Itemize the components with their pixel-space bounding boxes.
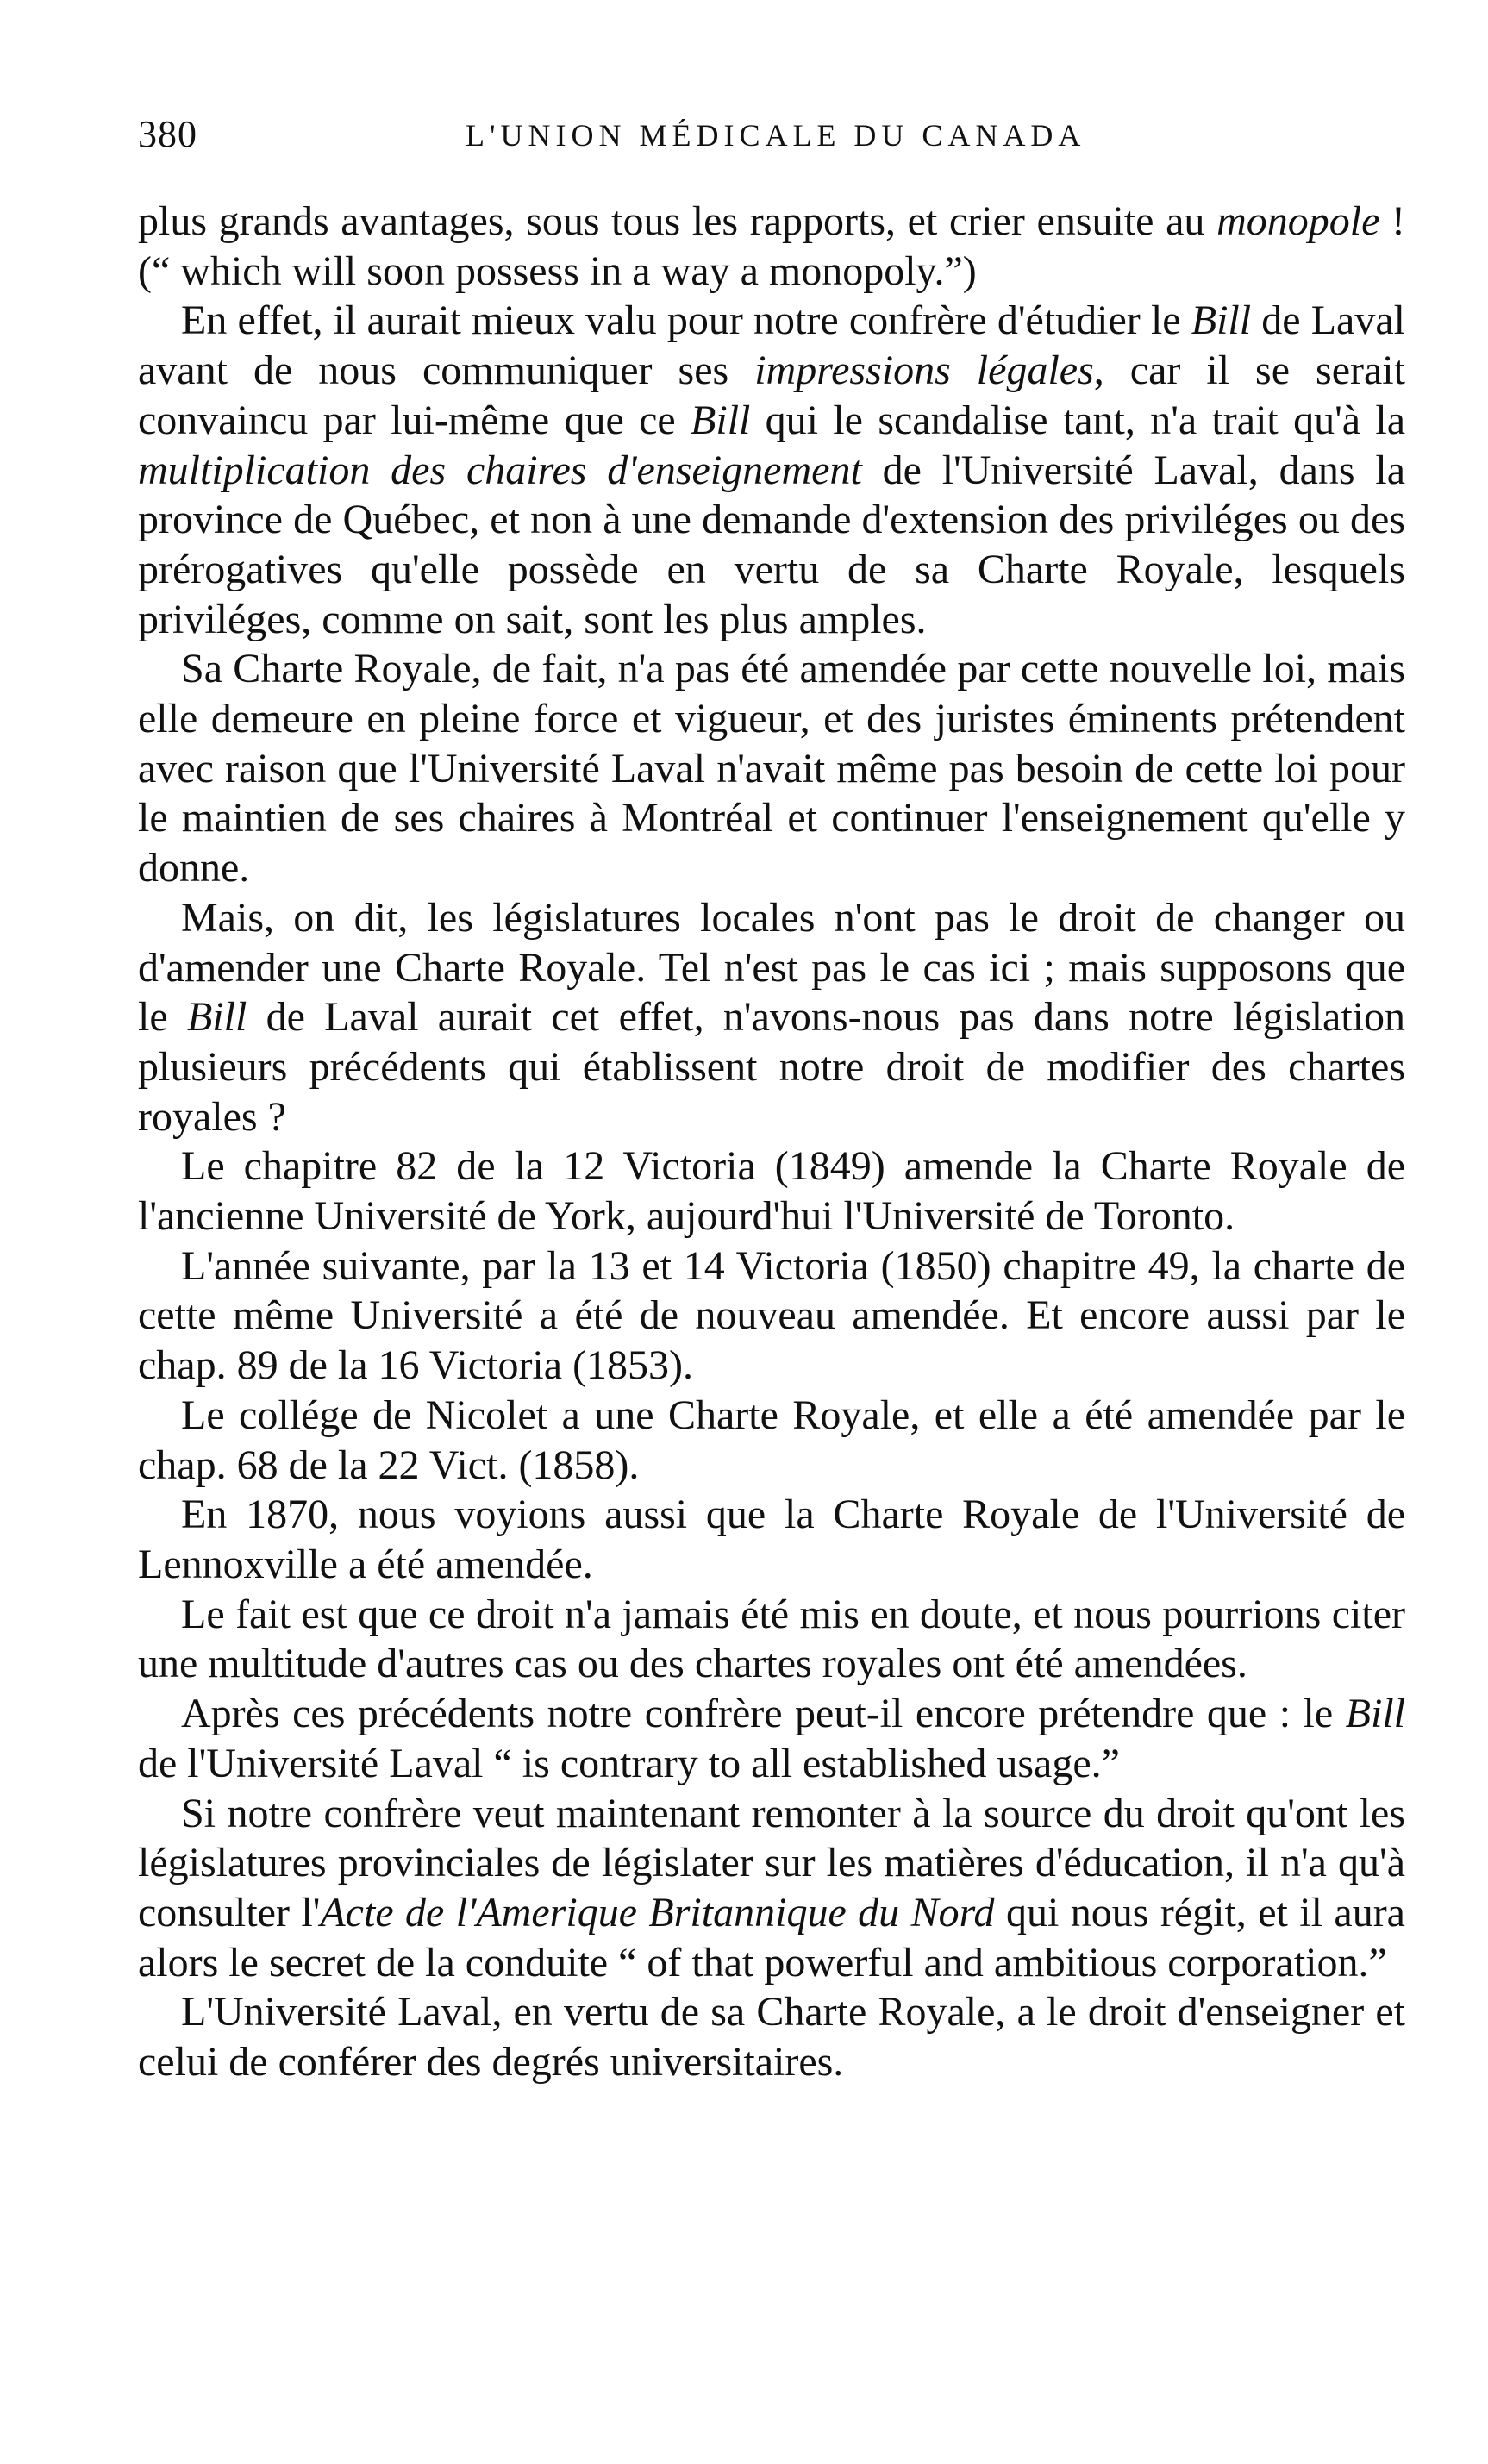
paragraph bbox=[138, 1241, 1405, 1391]
paragraph bbox=[138, 1590, 1405, 1689]
page-number: 380 bbox=[138, 113, 197, 155]
italic-text: Bill bbox=[691, 397, 751, 443]
text-run: ! (“ which will soon possess in a way a monopoly.”) bbox=[138, 198, 1405, 294]
text-run: Après ces précédents notre confrère peut-il encore prétendre que : le bbox=[181, 1691, 1346, 1737]
italic-text: Acte de l'Amerique Britannique du Nord bbox=[320, 1889, 995, 1936]
italic-text: impressions légales bbox=[754, 347, 1094, 394]
paragraph bbox=[138, 197, 1405, 296]
paragraph bbox=[138, 1789, 1405, 1988]
text-run: En effet, il aurait mieux valu pour notre confrère d'étudier le bbox=[181, 297, 1191, 344]
journal-title: L'UNION MÉDICALE DU CANADA bbox=[466, 118, 1086, 153]
text-run: L'année suivante, par la 13 et 14 Victoria (1850) chapitre 49, la charte de cette même Université a été de nouveau amendée. Et encore aussi par le chap. 89 de la 16 Victoria (1853). bbox=[138, 1242, 1405, 1389]
text-run: , car il se serait convaincu par lui-même que ce bbox=[138, 347, 1405, 443]
text-run: qui le scandalise tant, n'a trait qu'à la bbox=[750, 397, 1406, 443]
running-head bbox=[138, 112, 1405, 164]
text-run: de l'Université Laval, dans la province de Québec, et non à une demande d'extension des priviléges ou des prérogatives qu'elle possède en vertu de sa Charte Royale, lesquels priviléges, comme on sait, sont les plus amples. bbox=[138, 447, 1406, 642]
text-run: Sa Charte Royale, de fait, n'a pas été amendée par cette nouvelle loi, mais elle demeure en pleine force et vigueur, et des juristes éminents prétendent avec raison que l'Université Laval n'avait même pas besoin de cette loi pour le maintien de ses chaires à Montréal et continuer l'enseignement qu'elle y donne. bbox=[138, 646, 1405, 891]
paragraph bbox=[138, 1141, 1405, 1241]
article-body bbox=[138, 197, 1405, 2087]
text-run: Si notre confrère veut maintenant remonter à la source du droit qu'ont les législatures provinciales de législater sur les matières d'éducation, il n'a qu'à consulter l' bbox=[138, 1790, 1405, 1936]
paragraph bbox=[138, 1490, 1405, 1589]
text-run: qui nous régit, et il aura alors le secret de la conduite “ of that powerful and ambitious corporation.” bbox=[138, 1889, 1405, 1986]
text-run: de Laval aurait cet effet, n'avons-nous pas dans notre législation plusieurs précédents qui établissent notre droit de modifier des chartes royales ? bbox=[138, 994, 1406, 1140]
text-run: Mais, on dit, les législatures locales n'ont pas le droit de changer ou d'amender une Charte Royale. Tel n'est pas le cas ici ; mais supposons que le bbox=[138, 894, 1405, 1041]
italic-text: Bill bbox=[186, 994, 247, 1041]
paragraph bbox=[138, 1987, 1405, 2086]
text-run: En 1870, nous voyions aussi que la Charte Royale de l'Université de Lennoxville a été amendée. bbox=[138, 1492, 1405, 1587]
paragraph bbox=[138, 1391, 1405, 1490]
paragraph bbox=[138, 644, 1405, 893]
text-run: Le fait est que ce droit n'a jamais été mis en doute, et nous pourrions citer une multitude d'autres cas ou des chartes royales ont été amendées. bbox=[138, 1591, 1405, 1687]
paragraph bbox=[138, 296, 1405, 644]
text-run: de Laval avant de nous communiquer ses bbox=[138, 297, 1405, 394]
text-run: Le collége de Nicolet a une Charte Royale, et elle a été amendée par le chap. 68 de la 22 Vict. (1858). bbox=[138, 1391, 1405, 1488]
italic-text: monopole bbox=[1216, 198, 1380, 244]
text-run: Le chapitre 82 de la 12 Victoria (1849) amende la Charte Royale de l'ancienne Université de York, aujourd'hui l'Université de Toronto. bbox=[138, 1143, 1405, 1240]
italic-text: Bill bbox=[1191, 297, 1252, 344]
text-run: de l'Université Laval “ is contrary to all established usage.” bbox=[138, 1740, 1120, 1786]
text-run: L'Université Laval, en vertu de sa Charte Royale, a le droit d'enseigner et celui de conférer des degrés universitaires. bbox=[138, 1989, 1405, 2086]
paragraph bbox=[138, 893, 1405, 1142]
italic-text: Bill bbox=[1345, 1691, 1405, 1737]
text-run: plus grands avantages, sous tous les rapports, et crier ensuite au bbox=[138, 198, 1217, 244]
paragraph bbox=[138, 1689, 1405, 1788]
italic-text: multiplication des chaires d'enseignement bbox=[138, 447, 862, 493]
